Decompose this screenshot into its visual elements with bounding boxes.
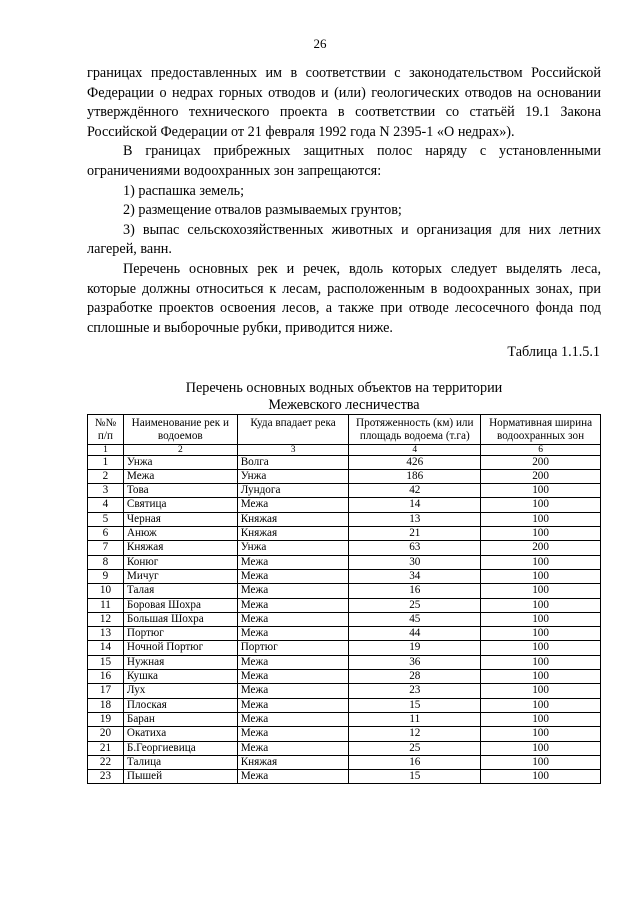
- table-row: [88, 498, 601, 512]
- cell-zone-width: 100: [481, 755, 601, 769]
- cell-name: Талица: [123, 755, 237, 769]
- cell-outflow: Волга: [237, 455, 349, 469]
- cell-outflow: Межа: [237, 712, 349, 726]
- cell-zone-width: 100: [481, 569, 601, 583]
- cell-number: 10: [88, 584, 124, 598]
- cell-name: Лух: [123, 684, 237, 698]
- cell-zone-width: 100: [481, 484, 601, 498]
- table-row: [88, 469, 601, 483]
- cell-number: 12: [88, 612, 124, 626]
- cell-outflow: Межа: [237, 569, 349, 583]
- cell-length: 25: [349, 598, 481, 612]
- header-length: Протяженность (км) или площадь водоема (т.га): [349, 415, 481, 445]
- cell-zone-width: 100: [481, 598, 601, 612]
- cell-outflow: Межа: [237, 498, 349, 512]
- cell-zone-width: 100: [481, 741, 601, 755]
- table-row: [88, 541, 601, 555]
- column-number: 6: [481, 444, 601, 455]
- table-row: [88, 512, 601, 526]
- cell-outflow: Унжа: [237, 469, 349, 483]
- paragraph-continuation: границах предоставленных им в соответствии с законодательством Российской Федерации о недрах горных отводов и (или) геологических отводов на основании утверждённого технического проекта в соответствии со статьёй 19.1 Закона Российской Федерации от 21 февраля 1992 года N 2395-1 «О недрах»).: [87, 65, 601, 140]
- cell-number: 13: [88, 627, 124, 641]
- body-text: [87, 64, 601, 338]
- cell-outflow: Межа: [237, 698, 349, 712]
- table-title-line-2: Межевского лесничества: [268, 397, 420, 413]
- table-row: [88, 612, 601, 626]
- cell-name: Това: [123, 484, 237, 498]
- column-number-row: [88, 444, 601, 455]
- cell-number: 18: [88, 698, 124, 712]
- cell-zone-width: 100: [481, 584, 601, 598]
- cell-name: Черная: [123, 512, 237, 526]
- cell-name: Б.Георгиевица: [123, 741, 237, 755]
- table-row: [88, 484, 601, 498]
- table-row: [88, 670, 601, 684]
- cell-outflow: Княжая: [237, 755, 349, 769]
- cell-name: Плоская: [123, 698, 237, 712]
- cell-zone-width: 200: [481, 455, 601, 469]
- cell-outflow: Межа: [237, 684, 349, 698]
- cell-outflow: Княжая: [237, 527, 349, 541]
- cell-name: Большая Шохра: [123, 612, 237, 626]
- table-row: [88, 741, 601, 755]
- cell-number: 20: [88, 727, 124, 741]
- cell-length: 186: [349, 469, 481, 483]
- page-number: 26: [313, 36, 327, 51]
- cell-number: 11: [88, 598, 124, 612]
- column-number: 3: [237, 444, 349, 455]
- cell-zone-width: 100: [481, 712, 601, 726]
- column-number: 2: [123, 444, 237, 455]
- table-row: [88, 641, 601, 655]
- cell-outflow: Межа: [237, 655, 349, 669]
- paragraph-prohibitions-intro: В границах прибрежных защитных полос наряду с установленными ограничениями водоохранных зон запрещаются:: [87, 143, 601, 179]
- cell-outflow: Межа: [237, 741, 349, 755]
- paragraph-rivers-list-intro: Перечень основных рек и речек, вдоль которых следует выделять леса, которые должны относиться к лесам, расположенным в водоохранных зонах, при разработке проектов освоения лесов, а также при отводе лесосечного фонда под сплошные и выборочные рубки, приводится ниже.: [87, 260, 601, 336]
- cell-outflow: Межа: [237, 670, 349, 684]
- table-header-row: [88, 415, 601, 445]
- cell-zone-width: 100: [481, 727, 601, 741]
- cell-number: 9: [88, 569, 124, 583]
- table-row: [88, 727, 601, 741]
- table-row: [88, 584, 601, 598]
- table-row: [88, 455, 601, 469]
- cell-zone-width: 100: [481, 655, 601, 669]
- table-row: [88, 755, 601, 769]
- table-title-line-1: Перечень основных водных объектов на территории: [185, 380, 503, 396]
- cell-zone-width: 100: [481, 498, 601, 512]
- cell-length: 30: [349, 555, 481, 569]
- cell-length: 16: [349, 584, 481, 598]
- cell-zone-width: 100: [481, 627, 601, 641]
- cell-number: 5: [88, 512, 124, 526]
- column-number: 4: [349, 444, 481, 455]
- cell-length: 21: [349, 527, 481, 541]
- cell-name: Баран: [123, 712, 237, 726]
- cell-name: Анюж: [123, 527, 237, 541]
- cell-number: 3: [88, 484, 124, 498]
- header-outflow: Куда впадает река: [237, 415, 349, 445]
- cell-outflow: Унжа: [237, 541, 349, 555]
- cell-number: 4: [88, 498, 124, 512]
- cell-outflow: Лундога: [237, 484, 349, 498]
- cell-number: 1: [88, 455, 124, 469]
- cell-outflow: Межа: [237, 727, 349, 741]
- table-row: [88, 684, 601, 698]
- table-row: [88, 555, 601, 569]
- list-item-3: 3) выпас сельскохозяйственных животных и организация для них летних лагерей, ванн.: [87, 221, 601, 258]
- cell-name: Конюг: [123, 555, 237, 569]
- cell-outflow: Межа: [237, 770, 349, 784]
- cell-length: 23: [349, 684, 481, 698]
- table-title: [87, 380, 601, 414]
- cell-length: 12: [349, 727, 481, 741]
- cell-number: 6: [88, 527, 124, 541]
- cell-length: 15: [349, 770, 481, 784]
- cell-number: 7: [88, 541, 124, 555]
- cell-number: 21: [88, 741, 124, 755]
- cell-outflow: Межа: [237, 612, 349, 626]
- cell-length: 13: [349, 512, 481, 526]
- cell-outflow: Межа: [237, 598, 349, 612]
- cell-zone-width: 200: [481, 469, 601, 483]
- cell-length: 16: [349, 755, 481, 769]
- table-row: [88, 655, 601, 669]
- cell-number: 15: [88, 655, 124, 669]
- cell-zone-width: 100: [481, 670, 601, 684]
- cell-name: Нужная: [123, 655, 237, 669]
- cell-number: 19: [88, 712, 124, 726]
- cell-name: Талая: [123, 584, 237, 598]
- cell-length: 36: [349, 655, 481, 669]
- cell-name: Межа: [123, 469, 237, 483]
- cell-zone-width: 200: [481, 541, 601, 555]
- cell-zone-width: 100: [481, 612, 601, 626]
- header-number: №№ п/п: [88, 415, 124, 445]
- cell-length: 45: [349, 612, 481, 626]
- cell-length: 19: [349, 641, 481, 655]
- cell-name: Боровая Шохра: [123, 598, 237, 612]
- header-name: Наименование рек и водоемов: [123, 415, 237, 445]
- cell-name: Святица: [123, 498, 237, 512]
- table-body: [88, 455, 601, 784]
- cell-name: Окатиха: [123, 727, 237, 741]
- cell-zone-width: 100: [481, 512, 601, 526]
- list-item-2: 2) размещение отвалов размываемых грунтов;: [123, 202, 402, 219]
- cell-length: 14: [349, 498, 481, 512]
- cell-number: 22: [88, 755, 124, 769]
- cell-number: 2: [88, 469, 124, 483]
- cell-zone-width: 100: [481, 527, 601, 541]
- cell-name: Ночной Портюг: [123, 641, 237, 655]
- cell-length: 426: [349, 455, 481, 469]
- column-number: 1: [88, 444, 124, 455]
- cell-length: 34: [349, 569, 481, 583]
- table-row: [88, 698, 601, 712]
- cell-name: Княжая: [123, 541, 237, 555]
- table-row: [88, 712, 601, 726]
- cell-name: Портюг: [123, 627, 237, 641]
- table-row: [88, 770, 601, 784]
- cell-zone-width: 100: [481, 684, 601, 698]
- cell-name: Унжа: [123, 455, 237, 469]
- table-row: [88, 627, 601, 641]
- cell-zone-width: 100: [481, 698, 601, 712]
- cell-zone-width: 100: [481, 555, 601, 569]
- cell-number: 23: [88, 770, 124, 784]
- table-row: [88, 598, 601, 612]
- table-label: Таблица 1.1.5.1: [507, 344, 600, 360]
- table-row: [88, 527, 601, 541]
- cell-zone-width: 100: [481, 770, 601, 784]
- cell-name: Кушка: [123, 670, 237, 684]
- cell-number: 17: [88, 684, 124, 698]
- cell-length: 15: [349, 698, 481, 712]
- cell-number: 16: [88, 670, 124, 684]
- cell-name: Пышей: [123, 770, 237, 784]
- cell-length: 42: [349, 484, 481, 498]
- cell-length: 25: [349, 741, 481, 755]
- table-row: [88, 569, 601, 583]
- cell-outflow: Портюг: [237, 641, 349, 655]
- cell-length: 11: [349, 712, 481, 726]
- cell-outflow: Межа: [237, 555, 349, 569]
- cell-number: 8: [88, 555, 124, 569]
- cell-length: 28: [349, 670, 481, 684]
- cell-length: 63: [349, 541, 481, 555]
- cell-length: 44: [349, 627, 481, 641]
- water-bodies-table: [87, 414, 601, 784]
- cell-zone-width: 100: [481, 641, 601, 655]
- cell-outflow: Межа: [237, 584, 349, 598]
- list-item-1: 1) распашка земель;: [123, 182, 245, 199]
- cell-outflow: Межа: [237, 627, 349, 641]
- cell-number: 14: [88, 641, 124, 655]
- header-zone-width: Нормативная ширина водоохранных зон: [481, 415, 601, 445]
- cell-outflow: Княжая: [237, 512, 349, 526]
- cell-name: Мичуг: [123, 569, 237, 583]
